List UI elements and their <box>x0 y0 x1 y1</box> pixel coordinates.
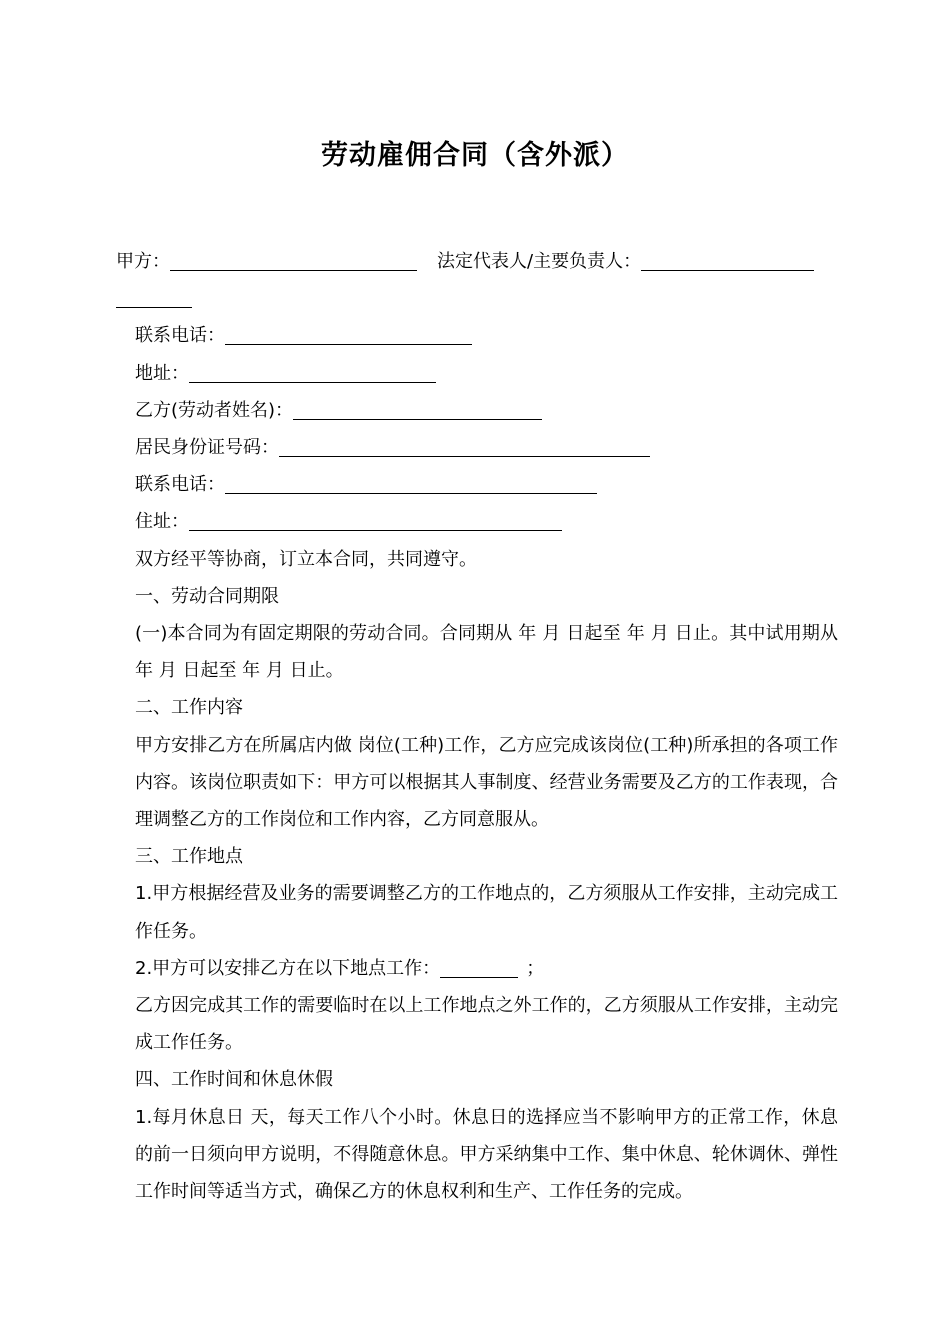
work-location-label: 2.甲方可以安排乙方在以下地点工作： <box>135 957 441 979</box>
address-line <box>116 355 838 392</box>
phone-a-label: 联系电话： <box>135 325 225 347</box>
contract-body <box>116 243 838 1210</box>
section-3-paragraph-2 <box>116 950 838 987</box>
residence-line <box>116 503 838 540</box>
phone-b-line <box>116 466 838 503</box>
phone-a-line <box>116 317 838 354</box>
work-location-blank[interactable] <box>440 955 518 978</box>
id-blank[interactable] <box>279 434 650 457</box>
party-a-label: 甲方： <box>116 251 170 272</box>
legal-rep-label: 法定代表人/主要负责人： <box>437 251 642 272</box>
document-title: 劳动雇佣合同（含外派） <box>321 140 629 171</box>
id-label: 居民身份证号码： <box>135 437 279 459</box>
section-3-paragraph-1: 1.甲方根据经营及业务的需要调整乙方的工作地点的，乙方须服从工作安排，主动完成工作任务。 <box>135 883 838 942</box>
section-3-heading: 三、工作地点 <box>135 846 243 868</box>
section-1-heading: 一、劳动合同期限 <box>135 585 279 607</box>
section-3-paragraph-3: 乙方因完成其工作的需要临时在以上工作地点之外工作的，乙方须服从工作安排，主动完成工作任务。 <box>135 995 838 1054</box>
residence-label: 住址： <box>135 511 189 533</box>
residence-blank[interactable] <box>189 508 562 531</box>
party-b-label: 乙方(劳动者姓名)： <box>135 399 294 421</box>
party-b-blank[interactable] <box>293 397 542 420</box>
section-1-paragraph: (一)本合同为有固定期限的劳动合同。合同期从 年 月 日起至 年 月 日止。其中试用期从 年 月 日起至 年 月 日止。 <box>135 623 838 682</box>
legal-rep-blank-continued[interactable] <box>116 285 192 308</box>
section-2-heading: 二、工作内容 <box>135 697 243 719</box>
address-label: 地址： <box>135 362 189 384</box>
section-4-paragraph-1: 1.每月休息日 天，每天工作八个小时。休息日的选择应当不影响甲方的正常工作，休息的前一日须向甲方说明，不得随意休息。甲方采纳集中工作、集中休息、轮休调休、弹性工作时间等适当方式，确保乙方的休息权利和生产、工作任务的完成。 <box>135 1106 838 1203</box>
legal-rep-blank-cont-line <box>116 280 838 317</box>
intro-text: 双方经平等协商，订立本合同，共同遵守。 <box>135 548 477 570</box>
work-location-tail: ； <box>526 957 545 979</box>
section-4-heading: 四、工作时间和休息休假 <box>135 1069 333 1091</box>
legal-rep-blank[interactable] <box>641 248 814 271</box>
phone-a-blank[interactable] <box>225 322 472 345</box>
section-2-paragraph: 甲方安排乙方在所属店内做 岗位(工种)工作，乙方应完成该岗位(工种)所承担的各项工作内容。该岗位职责如下：甲方可以根据其人事制度、经营业务需要及乙方的工作表现，合理调整乙方的工作岗位和工作内容，乙方同意服从。 <box>135 734 838 831</box>
party-b-line <box>116 392 838 429</box>
party-a-blank[interactable] <box>170 248 417 271</box>
phone-b-label: 联系电话： <box>135 474 225 496</box>
phone-b-blank[interactable] <box>225 471 597 494</box>
party-a-line <box>116 243 838 280</box>
address-blank[interactable] <box>189 360 436 383</box>
id-line <box>116 429 838 466</box>
